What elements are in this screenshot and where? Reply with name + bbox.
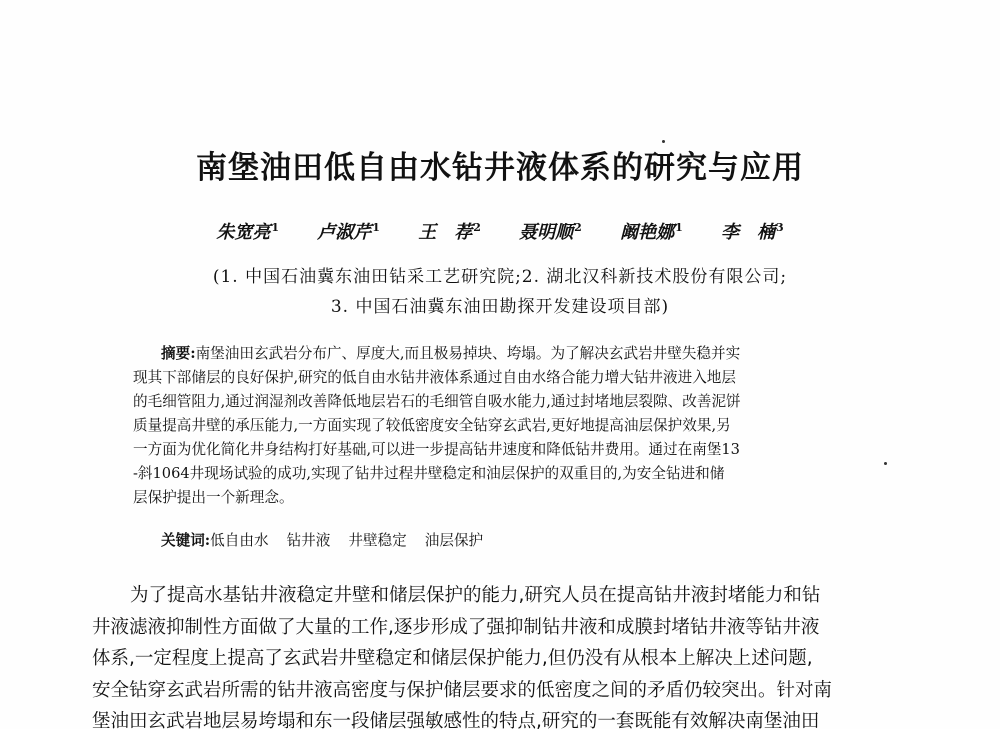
scan-speck bbox=[884, 462, 887, 465]
body-line: 堡油田玄武岩地层易垮塌和东一段储层强敏感性的特点,研究的一套既能有效解决南堡油田 bbox=[92, 711, 820, 732]
author: 王 荐$^2$ bbox=[418, 221, 481, 243]
keywords bbox=[161, 529, 501, 550]
keyword: 油层保护 bbox=[424, 532, 484, 549]
author: 朱宽亮$^1$ bbox=[216, 221, 279, 243]
abstract-line: 一方面为优化简化井身结构打好基础,可以进一步提高钻井速度和降低钻井费用。通过在南堡13 bbox=[133, 441, 740, 458]
keyword: 钻井液 bbox=[286, 532, 331, 549]
abstract-line: 现其下部储层的良好保护,研究的低自由水钻井液体系通过自由水络合能力增大钻井液进入地层 bbox=[133, 369, 736, 386]
abstract-line: 摘要:南堡油田玄武岩分布广、厚度大,而且极易掉块、垮塌。为了解决玄武岩井壁失稳并实 bbox=[161, 345, 741, 362]
author: 聂明顺$^2$ bbox=[519, 221, 582, 243]
paper-title: 南堡油田低自由水钻井液体系的研究与应用 bbox=[196, 150, 804, 186]
author: 卢淑芹$^1$ bbox=[317, 221, 380, 243]
keyword: 井壁稳定 bbox=[348, 532, 407, 549]
author-list bbox=[0, 218, 1000, 244]
abstract bbox=[133, 342, 867, 510]
keywords-label: 关键词: bbox=[161, 532, 211, 549]
author: 李 楠$^3$ bbox=[721, 221, 784, 243]
abstract-line: 质量提高井壁的承压能力,一方面实现了较低密度安全钻穿玄武岩,更好地提高油层保护效果,另 bbox=[133, 417, 731, 434]
abstract-line: -斜1064井现场试验的成功,实现了钻井过程井壁稳定和油层保护的双重目的,为安全钻进和储 bbox=[133, 465, 725, 482]
abstract-line: 的毛细管阻力,通过润湿剂改善降低地层岩石的毛细管自吸水能力,通过封堵地层裂隙、改善泥饼 bbox=[133, 393, 741, 410]
affiliation-line: 3. 中国石油冀东油田勘探开发建设项目部) bbox=[330, 297, 670, 317]
body-line: 井液滤液抑制性方面做了大量的工作,逐步形成了强抑制钻井液和成膜封堵钻井液等钻井液 bbox=[92, 616, 820, 638]
abstract-label: 摘要: bbox=[161, 345, 196, 362]
author: 阚艳娜$^1$ bbox=[620, 221, 683, 243]
body-line: 为了提高水基钻井液稳定井壁和储层保护的能力,研究人员在提高钻井液封堵能力和钻 bbox=[130, 585, 821, 606]
abstract-line: 层保护提出一个新理念。 bbox=[133, 489, 294, 506]
affiliation-line: (1. 中国石油冀东油田钻采工艺研究院;2. 湖北汉科新技术股份有限公司; bbox=[212, 267, 788, 287]
keyword: 低自由水 bbox=[210, 532, 269, 549]
body-line: 安全钻穿玄武岩所需的钻井液高密度与保护储层要求的低密度之间的矛盾仍较突出。针对南 bbox=[92, 679, 833, 701]
body-line: 体系,一定程度上提高了玄武岩井壁稳定和储层保护能力,但仍没有从根本上解决上述问题, bbox=[92, 648, 813, 669]
body-text bbox=[92, 580, 907, 738]
